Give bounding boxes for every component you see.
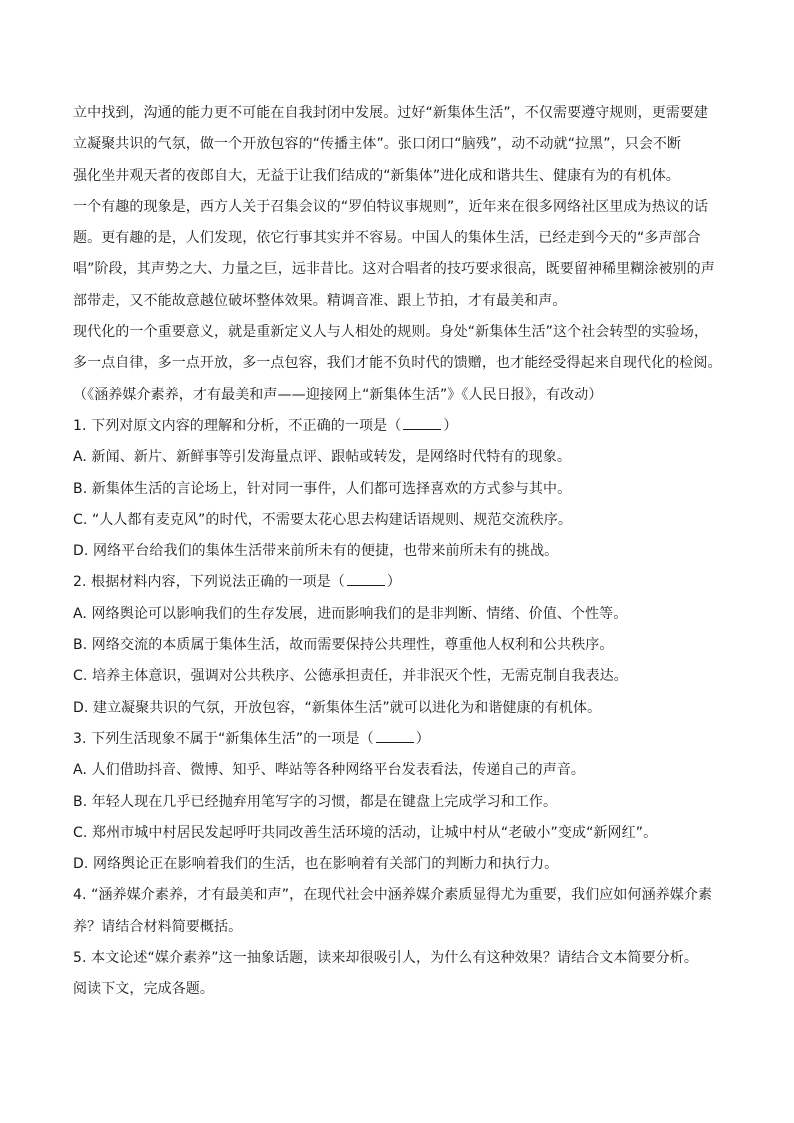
- question-1: [73, 411, 723, 567]
- question-stem: 4. “涵养媒介素养，才有最美和声”，在现代社会中涵养媒介素质显得尤为重要，我们应如何涵养媒介素: [73, 887, 713, 904]
- text-line: 唱”阶段，其声势之大、力量之巨，远非昔比。这对合唱者的技巧要求很高，既要留神稀里糊涂被别的声: [73, 261, 715, 278]
- text-line: 多一点自律，多一点开放，多一点包容，我们才能不负时代的馈赠，也才能经受得起来自现代化的检阅。: [73, 355, 722, 372]
- next-instruction: 阅读下文，完成各题。: [73, 981, 214, 998]
- text-line: 部带走，又不能故意越位破坏整体效果。精调音准、跟上节拍，才有最美和声。: [73, 292, 567, 309]
- page-content: [73, 98, 723, 1006]
- text-line: 立凝聚共识的气氛，做一个开放包容的“传播主体”。张口闭口“脑残”，动不动就“拉黑”，只会不断: [73, 136, 682, 153]
- passage-paragraph-1: [73, 98, 723, 192]
- question-stem: 3. 下列生活现象不属于“新集体生活”的一项是（ ）: [73, 730, 430, 747]
- text-line: 题。更有趣的是，人们发现，依它行事其实并不容易。中国人的集体生活，已经走到今天的“多声部合: [73, 230, 701, 247]
- text-line: 一个有趣的现象是，西方人关于召集会议的“罗伯特议事规则”，近年来在很多网络社区里成为热议的话: [73, 198, 709, 215]
- option-a: A. 新闻、新片、新鲜事等引发海量点评、跟帖或转发，是网络时代特有的现象。: [73, 449, 571, 466]
- option-d: D. 网络舆论正在影响着我们的生活，也在影响着有关部门的判断力和执行力。: [73, 856, 559, 873]
- text-line: 现代化的一个重要意义，就是重新定义人与人相处的规则。身处“新集体生活”这个社会转型的实验场，: [73, 324, 709, 341]
- option-a: A. 人们借助抖音、微博、知乎、哔站等各种网络平台发表看法，传递自己的声音。: [73, 762, 586, 779]
- option-c: C. 郑州市城中村居民发起呼吁共同改善生活环境的活动，让城中村从“老破小”变成“新网红”。: [73, 824, 658, 841]
- option-b: B. 年轻人现在几乎已经抛弃用笔写字的习惯，都是在键盘上完成学习和工作。: [73, 793, 558, 810]
- question-2: [73, 567, 723, 723]
- option-d: D. 建立凝聚共识的气氛，开放包容，“新集体生活”就可以进化为和谐健康的有机体。: [73, 699, 602, 716]
- option-a: A. 网络舆论可以影响我们的生存发展，进而影响我们的是非判断、情绪、价值、个性等。: [73, 605, 628, 622]
- passage-paragraph-2: [73, 192, 723, 317]
- question-stem: 2. 根据材料内容，下列说法正确的一项是（ ）: [73, 574, 402, 591]
- question-4: [73, 880, 723, 943]
- option-c: C. “人人都有麦克风”的时代，不需要太花心思去构建话语规则、规范交流秩序。: [73, 511, 572, 528]
- question-stem: 1. 下列对原文内容的理解和分析，不正确的一项是（ ）: [73, 417, 458, 434]
- option-b: B. 新集体生活的言论场上，针对同一事件，人们都可选择喜欢的方式参与其中。: [73, 480, 572, 497]
- passage-paragraph-3: [73, 317, 723, 380]
- text-line: 立中找到，沟通的能力更不可能在自我封闭中发展。过好“新集体生活”，不仅需要遵守规则，更需要建: [73, 105, 709, 121]
- question-stem: 养？请结合材料简要概括。: [73, 918, 243, 935]
- question-3: [73, 724, 723, 880]
- text-line: 强化坐井观天者的夜郎自大，无益于让我们结成的“新集体”进化成和谐共生、健康有为的有机体。: [73, 167, 680, 184]
- option-c: C. 培养主体意识，强调对公共秩序、公德承担责任，并非泯灭个性，无需克制自我表达。: [73, 668, 628, 685]
- source-citation: （《涵养媒介素养，才有最美和声——迎接网上“新集体生活”》《人民日报》，有改动）: [73, 386, 603, 403]
- answer-blank: [403, 417, 441, 430]
- option-b: B. 网络交流的本质属于集体生活，故而需要保持公共理性，尊重他人权利和公共秩序。: [73, 637, 614, 654]
- answer-blank: [376, 730, 414, 743]
- answer-blank: [347, 573, 385, 586]
- question-5: 5. 本文论述“媒介素养”这一抽象话题，读来却很吸引人，为什么有这种效果？请结合文本简要分析。: [73, 950, 699, 967]
- option-d: D. 网络平台给我们的集体生活带来前所未有的便捷，也带来前所未有的挑战。: [73, 543, 559, 560]
